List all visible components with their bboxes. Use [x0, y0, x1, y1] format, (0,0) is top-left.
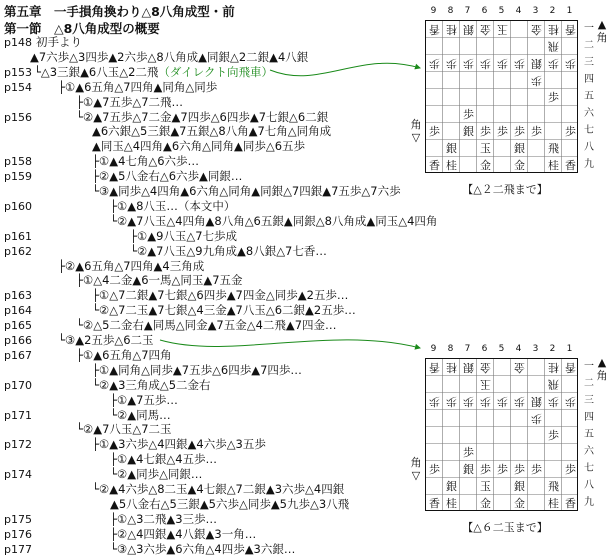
move-text: ├①▲7五歩…	[110, 392, 178, 407]
row-label: 九	[584, 159, 594, 170]
sente-piece: 歩	[531, 463, 542, 476]
sente-piece: 銀	[446, 480, 457, 493]
move-text: └③△3六歩▲6六角△4四歩▲3六銀…	[110, 541, 296, 556]
move-text: └③▲同歩△4四角▲6六角△同角▲同銀△7四銀▲7五歩△7六歩	[92, 184, 401, 198]
sente-piece: 金	[514, 159, 525, 172]
row-label: 七	[584, 463, 594, 474]
gote-hand: ▲ 角	[596, 18, 608, 44]
sente-piece: 銀	[514, 480, 525, 493]
sente-piece: 銀	[446, 142, 457, 155]
sente-piece: 香	[565, 159, 576, 172]
gote-piece: 香	[429, 361, 440, 374]
arrow-to-board-2	[160, 340, 420, 348]
sente-hand: 角 ▽	[410, 456, 422, 482]
sente-piece: 歩	[514, 125, 525, 138]
move-text: └②▲同歩△同銀…	[110, 467, 203, 482]
column-label: 1	[566, 6, 573, 16]
column-label: 2	[549, 6, 556, 16]
move-text: └③▲2五歩△6二玉	[58, 333, 154, 347]
column-label: 8	[447, 6, 454, 16]
column-label: 5	[498, 6, 505, 16]
row-label: 二	[584, 378, 594, 389]
move-text: └②▲3三角成△5二金右	[92, 377, 211, 392]
gote-piece: 香	[565, 23, 576, 36]
sente-piece: 銀	[463, 125, 474, 138]
move-text: ▲同玉△4四角▲6六角△同角▲同歩△6五歩	[92, 139, 306, 154]
gote-piece: 歩	[548, 395, 559, 408]
column-label: 4	[515, 344, 522, 354]
move-text: └△3三銀▲6八玉△2二飛（ダイレクト向飛車）	[34, 64, 273, 79]
move-text: ├①▲4七角△6六歩…	[92, 154, 200, 169]
sente-piece: 玉	[480, 480, 491, 493]
row-label: 五	[584, 429, 594, 440]
gote-piece: 歩	[463, 57, 474, 70]
sente-piece: 銀	[463, 463, 474, 476]
sente-piece: 金	[480, 497, 491, 510]
column-label: 6	[481, 6, 488, 16]
column-label: 7	[464, 344, 471, 354]
sente-piece: 香	[429, 159, 440, 172]
chapter-title: 第五章 一手損角換わり△8八角成型・前	[4, 4, 235, 19]
gote-piece: 金	[480, 23, 491, 36]
row-label: 三	[584, 395, 594, 406]
column-label: 9	[430, 6, 437, 16]
gote-piece: 金	[480, 361, 491, 374]
gote-piece: 桂	[446, 361, 457, 374]
sente-piece: 歩	[497, 125, 508, 138]
row-label: 七	[584, 125, 594, 136]
sente-hand: 角 ▽	[410, 118, 422, 144]
gote-piece: 歩	[480, 395, 491, 408]
board-grid	[425, 358, 578, 511]
page-ref: p174	[4, 468, 32, 482]
move-text: ▲7六歩△3四歩▲2六歩△8八角成▲同銀△2二銀▲4八銀	[30, 49, 309, 64]
page-ref: p176	[4, 527, 32, 541]
row-label: 三	[584, 57, 594, 68]
sente-piece: 歩	[480, 463, 491, 476]
page-ref: p165	[4, 319, 32, 333]
row-label: 二	[584, 40, 594, 51]
sente-piece: 金	[514, 497, 525, 510]
page-ref: p153	[4, 65, 32, 79]
page-ref: p166	[4, 334, 32, 347]
row-label: 一	[584, 23, 594, 34]
move-text: └②▲7八玉△4四角▲8八角△6五銀▲同銀△8八角成▲同玉△4四角	[110, 213, 438, 228]
move-text: └②▲4六歩△8二玉▲4七銀△7二銀▲3六歩△4四銀	[92, 482, 345, 496]
gote-piece: 歩	[548, 57, 559, 70]
page-ref: p161	[4, 229, 32, 243]
page-ref: p167	[4, 348, 32, 362]
row-label: 五	[584, 91, 594, 102]
sente-piece: 歩	[429, 463, 440, 476]
row-label: 六	[584, 108, 594, 119]
move-text: ├①▲7五歩△7二飛…	[76, 94, 184, 109]
gote-piece: 玉	[497, 23, 508, 36]
page-ref: p148	[4, 36, 32, 49]
page-ref: p158	[4, 155, 32, 169]
gote-piece: 銀	[463, 361, 474, 374]
move-text: ├①▲9八玉△7七歩成	[130, 228, 238, 243]
move-text: ├①▲8八玉…（本文中）	[110, 198, 236, 213]
page-ref: p154	[4, 80, 32, 94]
column-label: 4	[515, 6, 522, 16]
sente-piece: 桂	[446, 159, 457, 172]
gote-piece: 歩	[463, 395, 474, 408]
column-label: 8	[447, 344, 454, 354]
gote-piece: 桂	[446, 23, 457, 36]
column-label: 5	[498, 344, 505, 354]
page-ref: p163	[4, 289, 32, 303]
row-label: 四	[584, 74, 594, 85]
row-label: 八	[584, 142, 594, 153]
gote-piece: 歩	[429, 395, 440, 408]
gote-piece: 歩	[565, 57, 576, 70]
move-text: ├①△7二銀▲7七銀△6四歩▲7四金△同歩▲2五歩…	[92, 288, 349, 303]
sente-piece: 桂	[446, 497, 457, 510]
column-label: 7	[464, 6, 471, 16]
move-note: （ダイレクト向飛車）	[158, 64, 273, 79]
column-labels	[425, 6, 581, 18]
gote-piece: 歩	[497, 57, 508, 70]
sente-piece: 歩	[514, 463, 525, 476]
row-label: 四	[584, 412, 594, 423]
board-caption: 【△２二飛まで】	[462, 183, 548, 196]
gote-piece: 歩	[497, 395, 508, 408]
move-text: ├①△3二飛▲3三歩…	[110, 511, 218, 526]
sente-piece: 金	[480, 159, 491, 172]
move-text: └②△7二玉▲7七銀△4三金▲7八玉△6二銀▲2五歩…	[92, 303, 356, 318]
page-ref: p172	[4, 438, 32, 452]
gote-piece: 銀	[531, 57, 542, 70]
sente-piece: 香	[565, 497, 576, 510]
sente-piece: 歩	[548, 91, 559, 104]
gote-piece: 金	[531, 23, 542, 36]
row-labels	[583, 20, 595, 173]
move-text: └②▲7八玉△9九角成▲8八銀△7七香…	[130, 243, 327, 258]
page-ref: p170	[4, 378, 32, 392]
gote-piece: 歩	[480, 57, 491, 70]
gote-piece: 銀	[463, 23, 474, 36]
gote-piece: 銀	[531, 395, 542, 408]
row-label: 一	[584, 361, 594, 372]
move-text: ├①▲4七銀△4五歩…	[110, 452, 218, 467]
gote-piece: 飛	[548, 40, 559, 53]
page-ref: p159	[4, 170, 32, 184]
gote-piece: 香	[565, 361, 576, 374]
page-ref: p162	[4, 244, 32, 258]
move-text: ├①▲6五角△7四角	[76, 347, 172, 362]
move-text: ▲6六銀△5三銀▲7五銀△8八角▲7七角△同角成	[92, 124, 332, 139]
gote-piece: 桂	[548, 23, 559, 36]
row-label: 八	[584, 480, 594, 491]
sente-piece: 香	[429, 497, 440, 510]
row-label: 六	[584, 446, 594, 457]
gote-piece: 歩	[446, 395, 457, 408]
sente-piece: 歩	[565, 125, 576, 138]
move-text: └②△5二金右▲同馬△同金▲7五金△4二飛▲7四金…	[76, 318, 337, 333]
move-text: ├①▲同角△同歩▲7五歩△6四歩▲7四歩…	[92, 362, 302, 377]
move-text: └②▲同馬…	[110, 407, 171, 422]
column-label: 9	[430, 344, 437, 354]
column-labels	[425, 344, 581, 356]
move-text: ├②▲6五角△7四角▲4三角成	[58, 258, 205, 273]
move-text: ├①▲6五角△7四角▲同角△同歩	[58, 79, 218, 94]
gote-piece: 金	[514, 361, 525, 374]
column-label: 1	[566, 344, 573, 354]
column-label: 2	[549, 344, 556, 354]
column-label: 6	[481, 344, 488, 354]
gote-piece: 歩	[446, 57, 457, 70]
gote-piece: 飛	[548, 378, 559, 391]
gote-piece: 歩	[565, 395, 576, 408]
move-text: ├②▲5八金右△6六歩▲同銀…	[92, 169, 243, 184]
sente-piece: 飛	[548, 480, 559, 493]
gote-piece: 歩	[514, 395, 525, 408]
sente-piece: 歩	[463, 108, 474, 121]
page-ref: p177	[4, 542, 32, 556]
gote-piece: 歩	[514, 57, 525, 70]
sente-piece: 歩	[548, 429, 559, 442]
sente-piece: 歩	[531, 125, 542, 138]
page-ref: p164	[4, 304, 32, 318]
column-label: 3	[532, 344, 539, 354]
move-text: └②▲7五歩△7二金▲7四歩△6四歩▲7七銀△6二銀	[76, 109, 329, 124]
section-title: 第一節 △8八角成型の概要	[4, 21, 160, 36]
sente-piece: 飛	[548, 142, 559, 155]
sente-piece: 桂	[548, 497, 559, 510]
gote-piece: 玉	[480, 378, 491, 391]
gote-piece: 歩	[531, 74, 542, 87]
sente-piece: 歩	[497, 463, 508, 476]
sente-piece: 銀	[514, 142, 525, 155]
move-text: ▲5八金右△5三銀▲5六歩△同歩▲5九歩△3八飛	[110, 496, 350, 511]
sente-piece: 歩	[565, 463, 576, 476]
move-text: ├②△4四銀▲4八銀▲3一角…	[110, 526, 257, 541]
page-ref: p156	[4, 110, 32, 124]
gote-piece: 桂	[548, 361, 559, 374]
move-text: ├①▲3六歩△4四銀▲4六歩△3五歩	[92, 437, 266, 452]
sente-piece: 歩	[480, 125, 491, 138]
gote-piece: 歩	[429, 57, 440, 70]
page-ref: p160	[4, 199, 32, 213]
move-text: └②▲7八玉△7二玉	[76, 422, 172, 437]
sente-piece: 桂	[548, 159, 559, 172]
gote-hand: ▲ 角	[596, 356, 608, 382]
move-text: 初手より	[36, 35, 82, 49]
page-ref: p175	[4, 512, 32, 526]
gote-piece: 香	[429, 23, 440, 36]
row-labels	[583, 358, 595, 511]
move-text: ├①△4二金▲6一馬△同玉▲7五金	[76, 273, 243, 288]
board-caption: 【△６二玉まで】	[462, 521, 548, 534]
page-ref: p171	[4, 408, 32, 422]
gote-piece: 歩	[531, 412, 542, 425]
column-label: 3	[532, 6, 539, 16]
sente-piece: 玉	[480, 142, 491, 155]
board-grid	[425, 20, 578, 173]
sente-piece: 歩	[429, 125, 440, 138]
sente-piece: 歩	[463, 446, 474, 459]
row-label: 九	[584, 497, 594, 508]
